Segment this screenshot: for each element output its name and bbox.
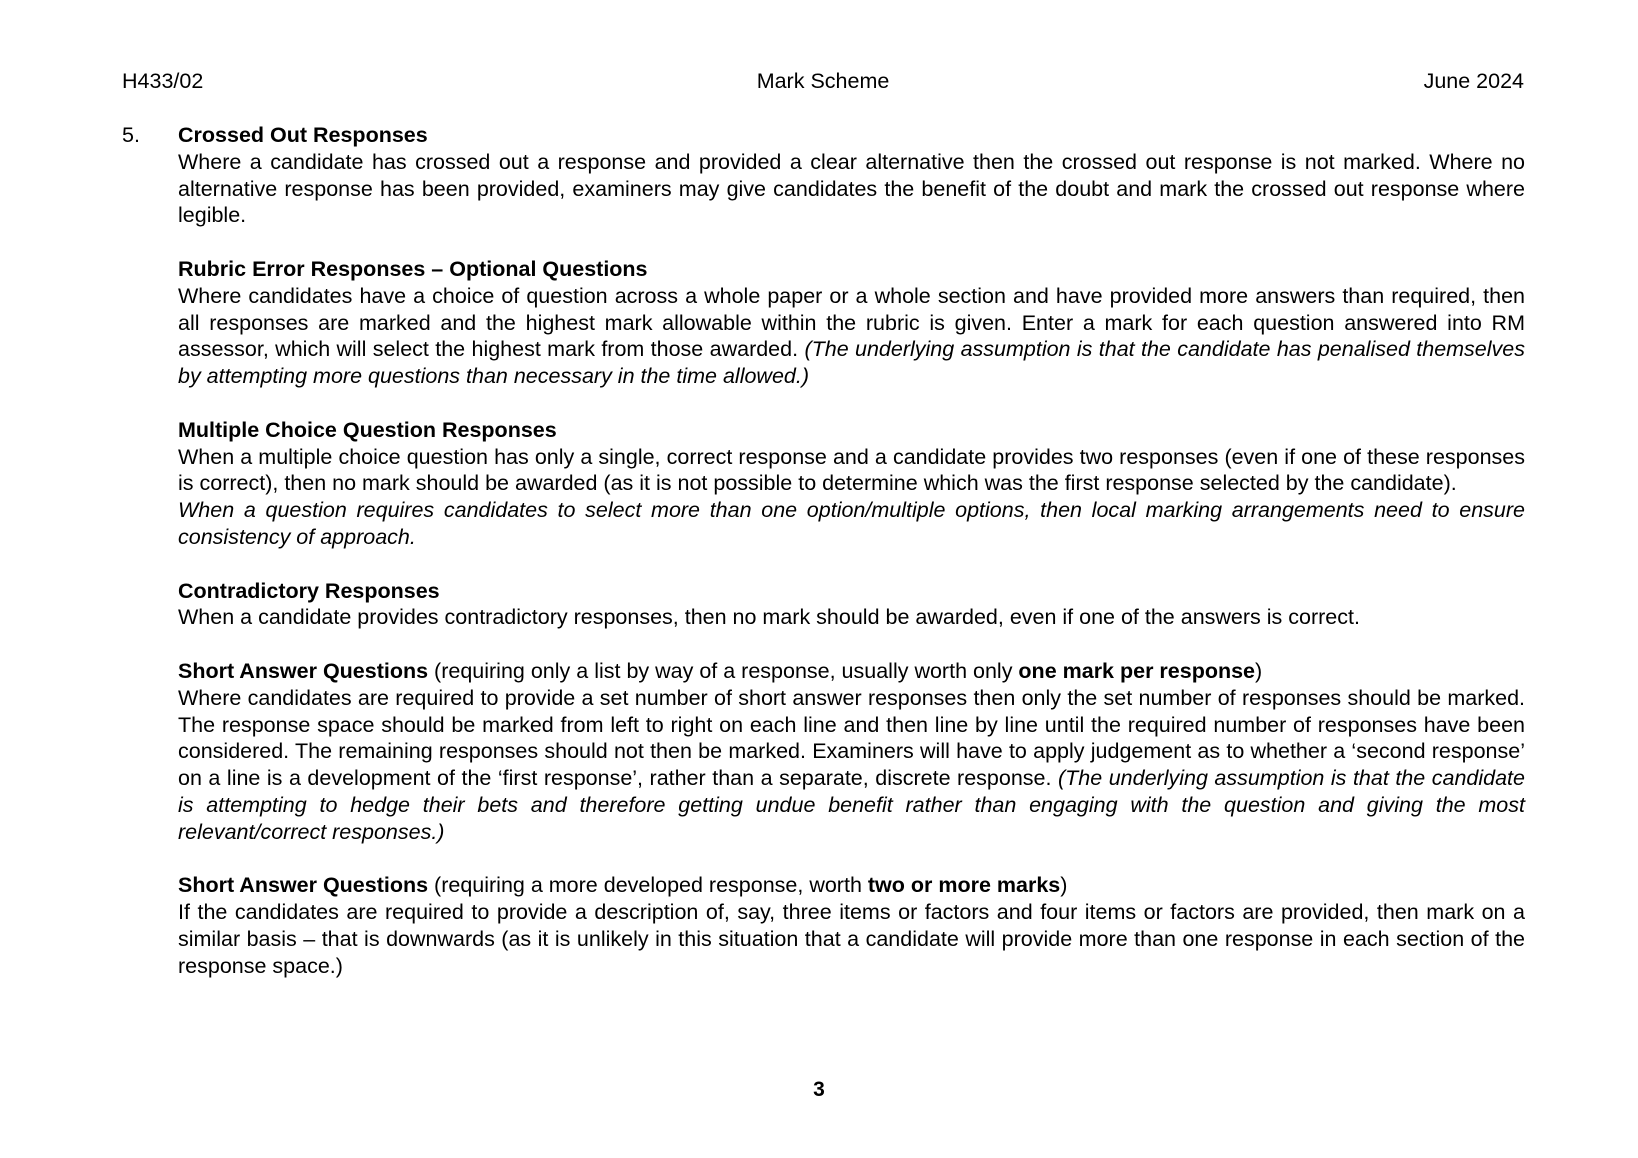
- item-number: 5.: [122, 123, 140, 147]
- section-paragraph: When a multiple choice question has only a single, correct response and a candidate provides two responses (even if one of these responses is correct), then no mark should be awarded (as it is not possible to determine which was the first response selected by the candidate).: [178, 444, 1525, 496]
- heading-qualifier: (requiring only a list by way of a response, usually worth only: [428, 658, 1019, 683]
- page-content: [122, 122, 1525, 980]
- section-heading: Crossed Out Responses: [178, 123, 428, 147]
- section-paragraph: When a candidate provides contradictory responses, then no mark should be awarded, even if one of the answers is correct.: [178, 605, 1360, 630]
- heading-emphasis: one mark per response: [1018, 658, 1256, 683]
- section-paragraph: Where a candidate has crossed out a response and provided a clear alternative then the crossed out response is not marked. Where no alternative response has been provided, examiners may give candidates the benefit of the doubt and mark the crossed out response where legible.: [178, 149, 1525, 228]
- section-short-answer-two-or-more-marks: [178, 872, 1525, 979]
- page-number: 3: [813, 1078, 825, 1101]
- section-heading: [178, 872, 1525, 899]
- heading-bold-text: Short Answer Questions: [178, 658, 429, 683]
- section-heading: Multiple Choice Question Responses: [178, 417, 557, 442]
- paragraph-text: Where candidates are required to provide a set number of short answer responses then only the set number of responses should be marked. The response space should be marked from left to right on each line and then line by line until the required number of responses have been considered. The remaining responses should not then be marked. Examiners will have to apply judgement as to whether a ‘second response’ on a line is a development of the ‘first response’, rather than a separate, discrete response.: [178, 685, 1525, 791]
- section-contradictory-responses: [178, 578, 1525, 632]
- heading-qualifier: (requiring a more developed response, worth: [428, 873, 868, 898]
- section-paragraph: If the candidates are required to provide a description of, say, three items or factors and four items or factors are provided, then mark on a similar basis – that is downwards (as it is unlikely in this situation that a candidate will provide more than one response in each section of the response space.): [178, 900, 1525, 978]
- paragraph-text: Where candidates have a choice of question across a whole paper or a whole section and have provided more answers than required, then all responses are marked and the highest mark allowable within the rubric is given. Enter a mark for each question answered into RM assessor, which will select the highest mark from those awarded.: [178, 283, 1525, 362]
- section-short-answer-one-mark: [178, 658, 1525, 846]
- item-body: [178, 122, 1525, 980]
- heading-emphasis: two or more marks: [867, 873, 1061, 898]
- heading-close-paren: ): [1060, 873, 1068, 898]
- heading-bold-text: Short Answer Questions: [178, 873, 429, 898]
- section-rubric-error-responses: [178, 256, 1525, 390]
- paragraph-italic-note: (The underlying assumption is that the candidate is attempting to hedge their bets and therefore getting undue benefit rather than engaging with the question and giving the most relevant/correct responses.): [178, 766, 1525, 844]
- section-heading: [178, 658, 1525, 685]
- exam-date: June 2024: [1423, 68, 1524, 93]
- numbered-item-5: [122, 122, 1525, 980]
- paragraph-italic-note: (The underlying assumption is that the candidate has penalised themselves by attempting more questions than necessary in the time allowed.): [178, 337, 1525, 389]
- section-heading: Contradictory Responses: [178, 578, 440, 603]
- section-crossed-out-responses: [178, 122, 1525, 229]
- section-italic-paragraph: When a question requires candidates to select more than one option/multiple options, then local marking arrangements need to ensure consistency of approach.: [178, 498, 1525, 549]
- section-multiple-choice-responses: [178, 417, 1525, 551]
- paper-code: H433/02: [122, 68, 204, 93]
- heading-close-paren: ): [1255, 658, 1263, 683]
- section-paragraph: [178, 283, 1525, 390]
- document-title: Mark Scheme: [756, 68, 890, 93]
- section-heading: Rubric Error Responses – Optional Questions: [178, 256, 648, 281]
- page-header: [122, 66, 1524, 96]
- section-paragraph: [178, 685, 1525, 846]
